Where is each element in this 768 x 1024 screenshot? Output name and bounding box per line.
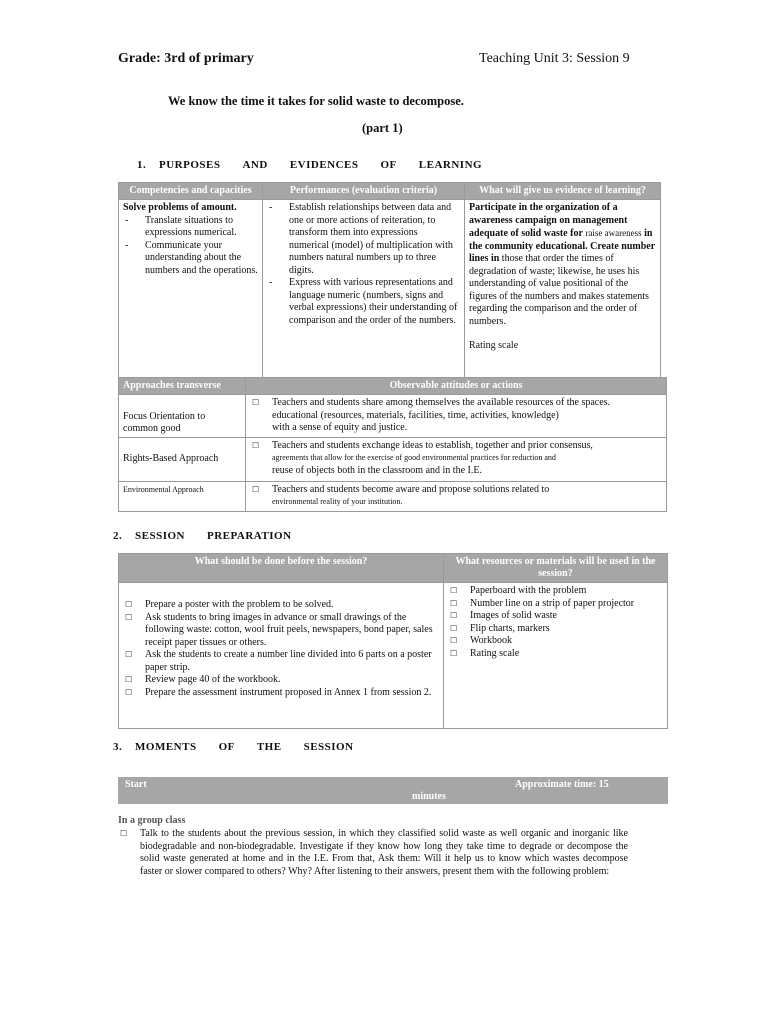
resource-item: ☐ Images of solid waste <box>448 610 663 623</box>
approach-attitudes: ☐ Teachers and students share among themselves the available resources of the spaces. educational (resources, materials, facilities, time, activities, knowledge) with a sense of equity and justice. <box>246 395 667 438</box>
resource-item: ☐ Flip charts, markers <box>448 623 663 636</box>
evidence-cell: Participate in the organization of a awareness campaign on management adequate of solid waste for raise awareness in the community educational. Create number lines in those that order the times of degradation of waste; likewise, he uses his understanding of value positional of the figures of the numbers and makes statements regarding the comparison and the order of numbers. Rating scale <box>465 200 661 392</box>
approach-attitudes: ☐ Teachers and students become aware and propose solutions related to environmental reality of your institution. <box>246 481 667 511</box>
resource-item: ☐ Workbook <box>448 635 663 648</box>
session-title: We know the time it takes for solid waste to decompose. <box>168 94 464 108</box>
approaches-header: Approaches transverse <box>119 378 246 395</box>
attitudes-header: Observable attitudes or actions <box>246 378 667 395</box>
col-before: What should be done before the session? <box>119 554 444 583</box>
group-label: In a group class <box>118 815 186 826</box>
section-2-heading: 2. SESSION PREPARATION <box>113 530 292 542</box>
col-competencies: Competencies and capacities <box>119 183 263 200</box>
before-item: ☐ Prepare the assessment instrument proposed in Annex 1 from session 2. <box>123 687 439 700</box>
intro-paragraph: ☐ Talk to the students about the previous session, in which they classified solid waste as well organic and inorganic like biodegradable and non-biodegradable. Investigate if they know how long they take time to degrade or decompose the solid waste generated at home and in the I.E. From that, Ask them: Will it help us to know which wastes decompose faster or slower compared to others? Why? After listening to their answers, present them with the following problem: <box>118 828 628 878</box>
col-resources: What resources or materials will be used in the session? <box>444 554 668 583</box>
resources-cell <box>444 583 668 729</box>
before-item: ☐ Review page 40 of the workbook. <box>123 674 439 687</box>
approaches-table <box>118 377 667 512</box>
preparation-table <box>118 553 668 729</box>
session-subtitle: (part 1) <box>362 121 403 135</box>
before-item: ☐ Prepare a poster with the problem to be solved. <box>123 599 439 612</box>
performance-item: - Express with various representations and language numeric (numbers, signs and verbal expressions) their understanding of comparison and the order of the numbers. <box>267 277 460 327</box>
approach-attitudes: ☐ Teachers and students exchange ideas to establish, together and prior consensus, agreements that allow for the exercise of good environmental practices for reduction and reuse of objects both in the classroom and in the I.E. <box>246 437 667 481</box>
resource-item: ☐ Paperboard with the problem <box>448 585 663 598</box>
section-1-heading: 1. PURPOSES AND EVIDENCES OF LEARNING <box>137 159 483 171</box>
grade-label: Grade: 3rd of primary <box>118 51 254 66</box>
before-item: ☐ Ask the students to create a number line divided into 6 parts on a poster paper strip. <box>123 649 439 674</box>
minutes-label: minutes <box>412 791 446 802</box>
unit-label: Teaching Unit 3: Session 9 <box>479 51 630 66</box>
col-evidence: What will give us evidence of learning? <box>465 183 661 200</box>
approach-name: Focus Orientation to common good <box>119 395 246 438</box>
purposes-table <box>118 182 661 392</box>
performances-cell <box>263 200 465 392</box>
capacity-item: - Communicate your understanding about the numbers and the operations. <box>123 240 258 278</box>
performance-item: - Establish relationships between data and one or more actions of reiteration, to transform them into expressions numerical (model) of multiplication with numbers natural numbers up to three digits. <box>267 202 460 277</box>
approach-name: Rights-Based Approach <box>119 437 246 481</box>
section-3-heading: 3. MOMENTS OF THE SESSION <box>113 741 354 753</box>
approach-name: Environmental Approach <box>119 481 246 511</box>
evidence-tool: Rating scale <box>469 340 519 351</box>
col-performances: Performances (evaluation criteria) <box>263 183 465 200</box>
before-item: ☐ Ask students to bring images in advance or small drawings of the following waste: cotton, wool fruit peels, newspapers, bond paper, sales receipt paper tissues or others. <box>123 612 439 650</box>
start-bar <box>118 777 668 804</box>
before-cell <box>119 583 444 729</box>
resource-item: ☐ Number line on a strip of paper projector <box>448 598 663 611</box>
capacity-item: - Translate situations to expressions numerical. <box>123 215 258 240</box>
resource-item: ☐ Rating scale <box>448 648 663 661</box>
time-label: Approximate time: 15 <box>515 779 609 790</box>
competencies-cell: Solve problems of amount. - Translate situations to expressions numerical. - Communicate your understanding about the numbers and the operations. <box>119 200 263 392</box>
start-label: Start <box>125 779 147 790</box>
